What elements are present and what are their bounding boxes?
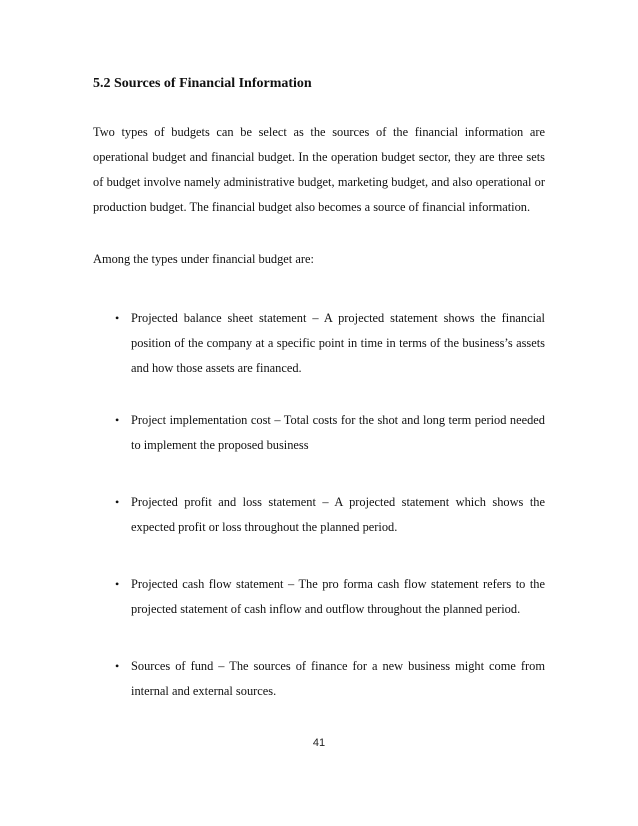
list-item-text: Projected balance sheet statement – A projected statement shows the financial position of the company at a specific point in time in terms of the business’s assets and how those assets are financed. bbox=[131, 311, 545, 375]
list-item bbox=[115, 306, 545, 381]
list-item bbox=[115, 654, 545, 704]
list-item-text: Projected cash flow statement – The pro forma cash flow statement refers to the projected statement of cash inflow and outflow throughout the planned period. bbox=[131, 577, 545, 616]
intro-paragraph: Two types of budgets can be select as the sources of the financial information are operational budget and financial budget. In the operation budget sector, they are three sets of budget involve namely administrative budget, marketing budget, and also operational or production budget. The financial budget also becomes a source of financial information. bbox=[93, 125, 545, 214]
bullet-icon: • bbox=[115, 659, 120, 673]
bullet-icon: • bbox=[115, 311, 120, 325]
list-item-text: Sources of fund – The sources of finance for a new business might come from internal and external sources. bbox=[131, 659, 545, 698]
bullet-icon: • bbox=[115, 577, 120, 591]
bullet-icon: • bbox=[115, 413, 120, 427]
section-heading: 5.2 Sources of Financial Information bbox=[93, 76, 312, 91]
list-item bbox=[115, 408, 545, 458]
list-item bbox=[115, 490, 545, 540]
list-item bbox=[115, 572, 545, 622]
list-intro-paragraph: Among the types under financial budget are: bbox=[93, 252, 314, 266]
page-number: 41 bbox=[312, 737, 326, 749]
list-item-text: Projected profit and loss statement – A projected statement which shows the expected profit or loss throughout the planned period. bbox=[131, 495, 545, 534]
bullet-icon: • bbox=[115, 495, 120, 509]
list-item-text: Project implementation cost – Total costs for the shot and long term period needed to implement the proposed business bbox=[131, 413, 545, 452]
